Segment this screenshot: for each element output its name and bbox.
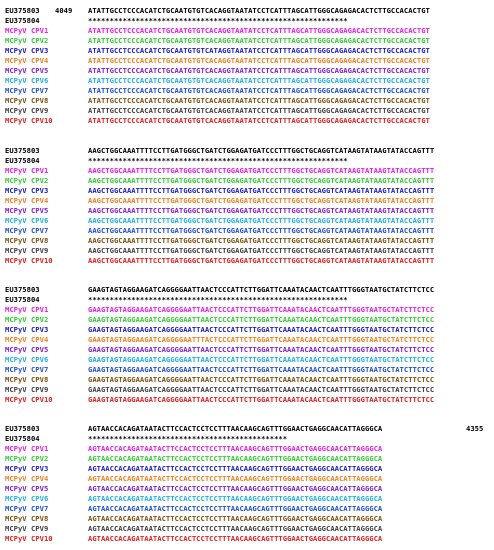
sequence-label: EU375803 — [5, 424, 40, 433]
sequence-text: AAGCTGGCAAATTTTCCTTGATGGGCTGATCTGGAGATGATCCCTTTGGCTGCAGGTCATAAGTATAAGTATACCAGTTT — [88, 216, 435, 225]
sequence-text: AAGCTGGCAAATTTTCCTTGATGGGCTGATCTGGAGATGATCCCTTTGGCTGCAGGTCATAAGTATAAGTATACCAGTTT — [88, 176, 435, 185]
sequence-text: AGTAACCACAGATAATACTTCCACTCCTCCTTTAACAAGCAGTTTGGAACTGAGGCAACATTAGGGCA — [88, 444, 383, 453]
alignment-row — [0, 66, 494, 76]
sequence-text: ATATTGCCTCCCACATCTGCAATGTGTCACAGGTAATATCCTCATTTAGCATTGGGCAGAGACACTCTTGCCACACTGT — [88, 66, 430, 75]
alignment-block — [0, 6, 494, 126]
alignment-row — [0, 345, 494, 355]
alignment-row — [0, 26, 494, 36]
sequence-label: MCPyV CPV3 — [5, 46, 49, 55]
sequence-label: MCPyV CPV9 — [5, 524, 49, 533]
sequence-label: MCPyV CPV2 — [5, 454, 49, 463]
alignment-row — [0, 106, 494, 116]
alignment-row — [0, 116, 494, 126]
sequence-text: ATATTGCCTCCCACATCTGCAATGTGTCACAGGTAATATCCTCATTTAGCATTGGGCAGAGACACTCTTGCCACACTGT — [88, 56, 430, 65]
alignment-row — [0, 295, 494, 305]
sequence-text: GAAGTAGTAGGAAGATCAGGGGAATTAACTCCCATTCTTGGATTCAAATACAACTCAATTTGGGTAATGCTATCTTCTCC — [88, 285, 435, 294]
sequence-label: MCPyV CPV5 — [5, 345, 49, 354]
alignment-row — [0, 454, 494, 464]
sequence-label: MCPyV CPV10 — [5, 534, 53, 543]
alignment-row — [0, 96, 494, 106]
sequence-text: AGTAACCACAGATAATACTTCCACTCCTCCTTTAACAAGCAGTTTGGAACTGAGGCAACATTAGGGCA — [88, 464, 383, 473]
sequence-label: MCPyV CPV5 — [5, 484, 49, 493]
alignment-block — [0, 146, 494, 266]
sequence-label: MCPyV CPV7 — [5, 504, 49, 513]
consensus-stars: ************************************************************ — [88, 16, 348, 25]
sequence-text: ATATTGCCTCCCACATCTGCAATGTGTCACAGGTAATATCCTCATTTAGCATTGGGCAGAGACACTCTTGCCACACTGT — [88, 26, 430, 35]
alignment-row — [0, 484, 494, 494]
consensus-stars: ************************************************************ — [88, 295, 348, 304]
alignment-row — [0, 315, 494, 325]
alignment-row — [0, 424, 494, 434]
sequence-label: MCPyV CPV8 — [5, 375, 49, 384]
alignment-row — [0, 434, 494, 444]
sequence-label: EU375804 — [5, 156, 40, 165]
sequence-text: AGTAACCACAGATAATACTTCCACTCCTCCTTTAACAAGCAGTTTGGAACTGAGGCAACATTAGGGCA — [88, 504, 383, 513]
sequence-text: ATATTGCCTCCCACATCTGCAATGTGTCATAGGTAATATCCTCATTTAGCATTGGGCAGAGACACTCTTGCCACACTGT — [88, 46, 430, 55]
sequence-label: EU375804 — [5, 295, 40, 304]
sequence-text: GAAGTAGTAGGAAGATCAGGGGAATTAACTCCCATTCTTGGATTCAAATACAACTCAATTTGGGTAATGCTATCTTCTCC — [88, 355, 435, 364]
alignment-row — [0, 385, 494, 395]
sequence-text: AGTAACCACAGATAATACTTCCACTCCTCCTTTAACAAGCAGTTTGGAACTGAGGCAACATTAGGGCA — [88, 484, 383, 493]
sequence-text: AAGCTGGCAAATTTTCCTTGATGGGCTGATCTGGAGATGATCCCTTTGGCTGCAGGTCATAAGTATAAGTATACCAGTTT — [88, 186, 435, 195]
consensus-stars: ************************************************************ — [88, 156, 348, 165]
alignment-row — [0, 56, 494, 66]
sequence-label: EU375803 — [5, 146, 40, 155]
sequence-label: MCPyV CPV2 — [5, 36, 49, 45]
alignment-row — [0, 166, 494, 176]
sequence-label: MCPyV CPV1 — [5, 26, 49, 35]
sequence-text: AGTAACCACAGATAATACTTCCACTCCTCCTTTAACAAGCAGTTTGGAACTGAGGCAACATTAGGGCA — [88, 474, 383, 483]
alignment-row — [0, 176, 494, 186]
sequence-text: ATATTGCCTCCCACATCTGCAATGTGTCACAGGTAATATCCTCATTTAGCATTGGGCAGAGACACTCTTGCCACACTGT — [88, 86, 430, 95]
sequence-text: AAGCTGGCAAATTTTCCTTGATGGGCTGATCTGGAGATGATCCCTTTGGCTGCAGGTCATAAGTATAAGTATACCAGTTT — [88, 256, 435, 265]
alignment-row — [0, 246, 494, 256]
end-position: 4355 — [466, 424, 484, 433]
sequence-text: AAGCTGGCAAATTTTCCTTGATGGGCTGATCTGGAGATGATCCCTTTGGCTGCAGGTCATAAGTATAAGTATACCAGTTT — [88, 196, 435, 205]
sequence-label: MCPyV CPV6 — [5, 216, 49, 225]
sequence-text: GAAGTAGTAGGAAGATCAGGGGAATTAACTCCCATTCTTGGATTCAAATACAACTCAATTTGGGTAATGCTATCTTCTCC — [88, 325, 435, 334]
sequence-label: MCPyV CPV3 — [5, 464, 49, 473]
sequence-text: ATATTGCCTCCCACATCTGCAATGTGTCACAGGTAATATCCTCATTTAGCATTGGGCAGAGACACTCTTGCCACACTGT — [88, 96, 430, 105]
sequence-text: AGTAACCACAGATAATACTTCCACTCCTCCTTTAACAAGCAGTTTGGAACTGAGGCAACATTAGGGCA — [88, 514, 383, 523]
sequence-label: MCPyV CPV8 — [5, 236, 49, 245]
alignment-row — [0, 186, 494, 196]
alignment-row — [0, 36, 494, 46]
sequence-text: AGTAACCACAGATAATACTTCCACTCCTCCTTTAACAAGCAGTTTGGAACTGAGGCAACATTAGGGCA — [88, 424, 383, 433]
sequence-label: MCPyV CPV9 — [5, 106, 49, 115]
sequence-label: MCPyV CPV7 — [5, 86, 49, 95]
alignment-row — [0, 6, 494, 16]
alignment-block — [0, 285, 494, 405]
alignment-row — [0, 514, 494, 524]
sequence-label: MCPyV CPV4 — [5, 474, 49, 483]
sequence-text: AGTAACCACAGATAATACTTCCACTCCTCCTTTAACAAGCAGTTTGGAACTGAGGCAACATTAGGGCA — [88, 454, 383, 463]
sequence-label: MCPyV CPV4 — [5, 335, 49, 344]
sequence-text: GAAGTAGTAGGAAGATCAGGGGAATTAACTCCCATTCTTGGATTCAAATACAACTCAATTTGGGTAATGCTATCTTCTCC — [88, 375, 435, 384]
sequence-text: GAAGTAGTAGGAAGATCAGGGGAATTTACTCCCATTCTTGGATTCAAATACAACTCAATTTGGGTAATGCTATCTTCTCC — [88, 335, 435, 344]
sequence-label: MCPyV CPV1 — [5, 444, 49, 453]
alignment-row — [0, 46, 494, 56]
sequence-text: AAGCTGGCAAATTTTCCTTGATGGGCTGATCTGGAGATGATCCCTTTGGCTGCAGGTCATAAGTATAAGTATACCAGTTT — [88, 226, 435, 235]
sequence-label: MCPyV CPV2 — [5, 315, 49, 324]
sequence-label: MCPyV CPV10 — [5, 116, 53, 125]
sequence-label: MCPyV CPV6 — [5, 355, 49, 364]
sequence-label: EU375803 — [5, 285, 40, 294]
alignment-row — [0, 365, 494, 375]
sequence-label: MCPyV CPV6 — [5, 76, 49, 85]
alignment-row — [0, 504, 494, 514]
sequence-label: MCPyV CPV5 — [5, 206, 49, 215]
alignment-row — [0, 216, 494, 226]
sequence-label: MCPyV CPV3 — [5, 186, 49, 195]
alignment-row — [0, 335, 494, 345]
alignment-row — [0, 474, 494, 484]
alignment-row — [0, 524, 494, 534]
sequence-label: MCPyV CPV9 — [5, 385, 49, 394]
sequence-label: MCPyV CPV9 — [5, 246, 49, 255]
alignment-row — [0, 226, 494, 236]
sequence-label: EU375804 — [5, 16, 40, 25]
alignment-row — [0, 375, 494, 385]
alignment-row — [0, 355, 494, 365]
alignment-row — [0, 206, 494, 216]
consensus-stars: ********************************************** — [88, 434, 288, 443]
alignment-row — [0, 196, 494, 206]
alignment-row — [0, 76, 494, 86]
alignment-row — [0, 395, 494, 405]
sequence-text: AAGCTGGCAAATTTTCCTTGATGGGCTGATCTGGAGATGATCCCTTTGGCTGCAGGTCATAAGTATAAGTATACCAGTTT — [88, 166, 435, 175]
sequence-text: ATATTGCCTCCCACATCTGCAATGTGTCACAGGTAATATCCTCATTTAGCATTGGGCAGAGACACTCTTGCCACACTGT — [88, 6, 430, 15]
sequence-label: MCPyV CPV7 — [5, 226, 49, 235]
alignment-row — [0, 325, 494, 335]
sequence-text: GAAGTAGTAGGAAGATCAGGGGAATTAACTCCCATTCTTGGATTCAAATACAACTCAATTTGGGTAATGCTATCTTCTCC — [88, 305, 435, 314]
sequence-label: EU375803 — [5, 6, 40, 15]
sequence-label: MCPyV CPV7 — [5, 365, 49, 374]
alignment-row — [0, 86, 494, 96]
alignment-row — [0, 256, 494, 266]
sequence-text: GAAGTAGTAGGAAGATCAGGGGAATTAACTCCCATTCTTGGATTCAAATACAACTCAATTTGGGTAATGCTATCTTCTCC — [88, 315, 435, 324]
sequence-text: GAAGTAGTAGGAAGATCAGGGGAATTAACTCCCATTCTTGGATTCAAATACAACTCAATTTGGGTAATGCTATCTTCTCC — [88, 345, 435, 354]
sequence-label: MCPyV CPV6 — [5, 494, 49, 503]
sequence-label: MCPyV CPV10 — [5, 395, 53, 404]
alignment-row — [0, 16, 494, 26]
alignment-row — [0, 444, 494, 454]
sequence-text: AAGCTGGCAAATTTTCCTTGATGGGCTGATCTGGAGATGATCCCTTTGGCTGCAGGTCATAAGTATAAGTATACCAGTTT — [88, 146, 435, 155]
sequence-label: MCPyV CPV2 — [5, 176, 49, 185]
sequence-text: AAGCTGGCAAATTTTCCTTGATGGGCTGATCTGGAGATGATCCCTTTGGCTGCAGGTCATAAGTATAAGTATACCAGTTT — [88, 206, 435, 215]
sequence-text: GAAGTAGTAGGAAGATCAGGGGAATTAACTCCCATTCTTGGATTCAAATACAACTCAATTTGGGTAATGCTATCTTCTCC — [88, 395, 435, 404]
alignment-row — [0, 534, 494, 544]
sequence-text: GAAGTAGTAGGAAGATCAGGGGAATTAACTCCCATTCTTGGATTCAAATACAACTCAATTTGGGTAATGCTATCTTCTCC — [88, 365, 435, 374]
alignment-row — [0, 494, 494, 504]
sequence-text: ATATTGCCTCCCACATCTGCAATGTGTCACAGGTAATATCCTCATTTAGCATTGGGCAGAGACACTCTTGCCACACTGT — [88, 36, 430, 45]
sequence-text: ATATTGCCTCCCACATCTGCAATGTGTCACAGGTAATATCCTCATTTAGCATTGGGCAGAGACACTCTTGCCACACTGT — [88, 106, 430, 115]
start-position: 4049 — [55, 6, 73, 15]
sequence-label: MCPyV CPV8 — [5, 96, 49, 105]
sequence-label: MCPyV CPV4 — [5, 56, 49, 65]
alignment-block — [0, 424, 494, 544]
sequence-text: GAAGTAGTAGGAAGATCAGGGGAATTAACTCCCATTCTTGGATTCAAATACAACTCAATTTGGGTAATGCTATCTTCTCC — [88, 385, 435, 394]
sequence-label: EU375804 — [5, 434, 40, 443]
alignment-row — [0, 464, 494, 474]
sequence-label: MCPyV CPV8 — [5, 514, 49, 523]
sequence-label: MCPyV CPV3 — [5, 325, 49, 334]
sequence-label: MCPyV CPV1 — [5, 305, 49, 314]
alignment-row — [0, 285, 494, 295]
sequence-text: ATATTGCCTCCCACATCTGCAATGTGTCACAGGTAATATCCTCATTTAGCATTGGGCAGAGACACTCTTGCCACACTGT — [88, 76, 430, 85]
sequence-text: ATATTGCCTCCCACATCTGCAATGTGTCACAGGTAATATCCTCATTTAGCATTGGGCAGAGACACTCTTGCCACACTGT — [88, 116, 430, 125]
alignment-row — [0, 305, 494, 315]
sequence-text: AGTAACCACAGATAATACTTCCACTCCTCCTTTAACAAGCAGTTTGGAACTGAGGCAACATTAGGGCA — [88, 494, 383, 503]
sequence-label: MCPyV CPV5 — [5, 66, 49, 75]
sequence-label: MCPyV CPV1 — [5, 166, 49, 175]
sequence-label: MCPyV CPV4 — [5, 196, 49, 205]
sequence-text: AGTAACCACAGATAATACTTCCACTCCTCCTTTAACAAGCAGTTTGGAACTGAGGCAACATTAGGGCA — [88, 534, 383, 543]
alignment-row — [0, 236, 494, 246]
sequence-text: AAGCTGGCAAATTTTCCTTGATGGGCTGATCTGGAGATGATCCCTTTGGCTGCAGGTCATAAGTATAAGTATACCAGTTT — [88, 236, 435, 245]
sequence-label: MCPyV CPV10 — [5, 256, 53, 265]
sequence-text: AAGCTGGCAAATTTTCCTTGATGGGCTGATCTGGAGATGATCCCTTTGGCTGCAGGTCATAAGTATAAGTATACCAGTTT — [88, 246, 435, 255]
sequence-text: AGTAACCACAGATAATACTTCCACTCCTCCTTTAACAAGCAGTTTGGAACTGAGGCAACATTAGGGCA — [88, 524, 383, 533]
alignment-row — [0, 156, 494, 166]
alignment-row — [0, 146, 494, 156]
